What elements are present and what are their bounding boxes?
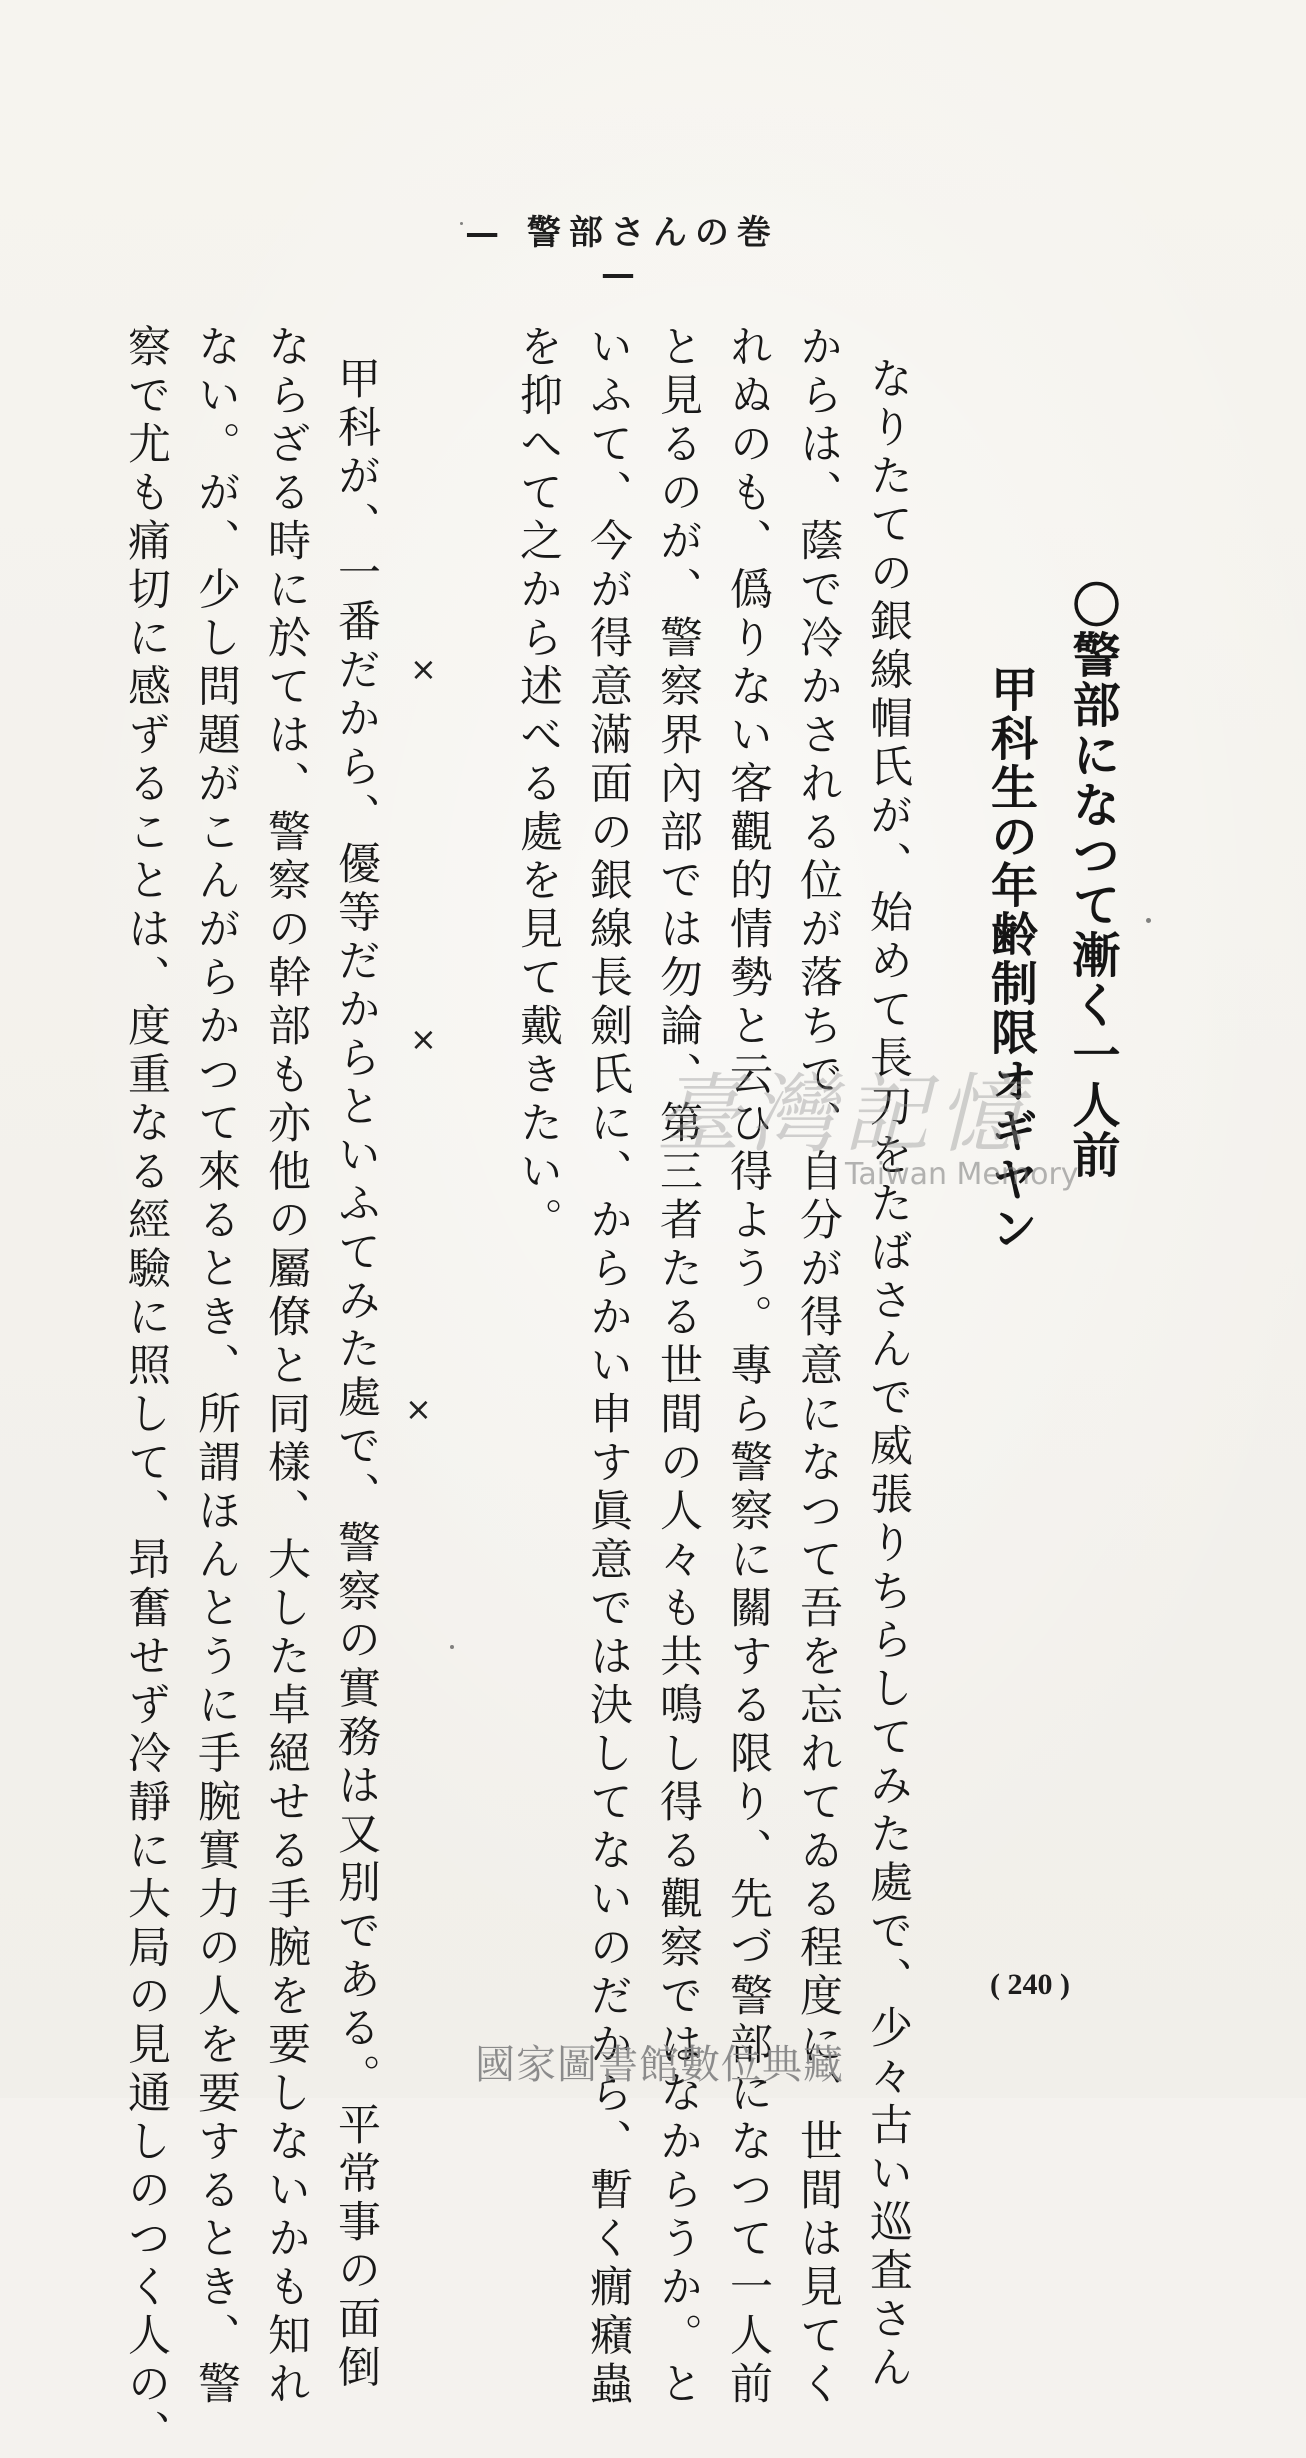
body-line-10: 察で尤も痛切に感ずることは、度重なる經驗に照して、昻奮せず冷靜に大局の見通しのつく人の、 — [121, 324, 171, 2458]
body-line-3: れぬのも、僞りない客觀的情勢と云ひ得よう。專ら警察に關する限り、先づ警部になつて一人前 — [723, 324, 773, 2410]
section-separator-mark: × — [410, 650, 437, 688]
body-line-4: と見るのが、警察界內部では勿論、第三者たる世間の人々も共鳴し得る觀察ではなからうか。と — [653, 324, 703, 2410]
body-line-8: ならざる時に於ては、警察の幹部も亦他の屬僚と同樣、大した卓絕せる手腕を要しないかも知れ — [261, 324, 311, 2410]
body-line-2: からは、蔭で冷かされる位が落ちで、自分が得意になつて吾を忘れてゐる程度に、世間は見てく — [793, 324, 843, 2410]
body-line-1: なりたての銀線帽氏が、始めて長刀をたばさんで威張りちらしてみた處で、少々古い巡査さん — [863, 356, 913, 2393]
chapter-title-line-1: 〇警部になつて漸く一人前 — [1064, 580, 1120, 1180]
chapter-title-line-2: 甲科生の年齢制限オギヤン — [983, 665, 1038, 1253]
scan-speck — [450, 1645, 454, 1649]
section-separator-mark: × — [405, 1390, 432, 1428]
running-header: — 警部さんの巻 — — [465, 213, 779, 294]
body-line-7: 甲科が、一番だから、優等だからといふてみた處で、警察の實務は又別である。平常事の面倒 — [331, 356, 381, 2393]
watermark-logo-text: 臺灣記憶 — [655, 1065, 1031, 1165]
library-footer: 國家圖書館數位典藏 — [475, 2042, 844, 2088]
scan-speck — [1146, 918, 1151, 923]
section-separator-mark: × — [410, 1020, 437, 1058]
body-line-9: ない。が、少し問題がこんがらかつて來るとき、所謂ほんとうに手腕實力の人を要するとき、警 — [191, 324, 241, 2410]
body-line-5: いふて、今が得意滿面の銀線長劍氏に、からかい申す眞意では決してないのだから、暫く癇癪蟲 — [583, 324, 633, 2410]
scan-speck — [460, 222, 463, 225]
body-line-6: を抑へて之から述べる處を見て戴きたい。 — [513, 324, 563, 1246]
watermark-english-text: Taiwan Memory — [845, 1157, 1079, 1192]
page-number: ( 240 ) — [990, 1968, 1070, 2001]
